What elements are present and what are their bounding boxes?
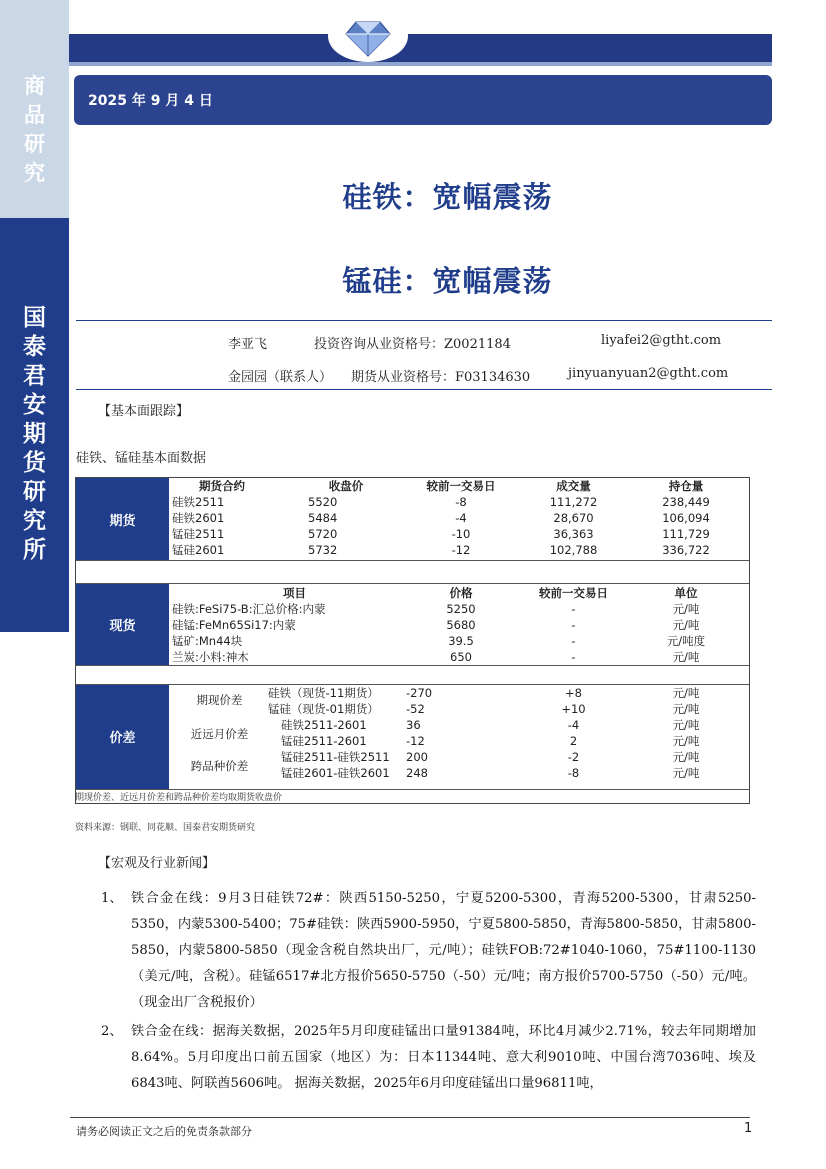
sidebar-char: 究	[23, 508, 46, 534]
author-email[interactable]: liyafei2@gtht.com	[601, 333, 722, 348]
spread-cell: -8	[567, 766, 580, 780]
spot-cell: 650	[450, 650, 472, 664]
footer-divider	[70, 1117, 750, 1118]
author-name: 李亚飞	[228, 337, 268, 352]
spread-cell: -270	[406, 686, 433, 700]
spread-cell: 元/吨	[672, 734, 700, 748]
spot-cell: 锰矿:Mn44块	[172, 634, 243, 648]
spread-row	[76, 765, 749, 781]
spot-header-row	[76, 585, 749, 601]
spread-cell: 元/吨	[672, 766, 700, 780]
sidebar-top-label	[0, 72, 69, 188]
news-text: 铁合金在线：据海关数据，2025年5月印度硅锰出口量91384吨，环比4月减少2.71%，较去年同期增加8.64%。5月印度出口前五国家（地区）为：日本11344吨、意大利9010吨、中国台湾7036吨、埃及6843吨、阿联酋5606吨。 据海关数据，2025年6月印度硅锰出口量96811吨，	[131, 1024, 756, 1091]
group-label-futures: 期货	[76, 478, 169, 560]
spread-cell: 248	[406, 766, 428, 780]
sidebar-char: 期	[23, 421, 46, 447]
table-note: 期现价差、近远月价差和跨品种价差均取期货收盘价	[75, 793, 283, 803]
futures-header-row	[76, 478, 749, 494]
spread-cell: 元/吨	[672, 702, 700, 716]
futures-row	[76, 526, 749, 542]
futures-cell: 5732	[308, 543, 338, 557]
spread-cell: 硅铁2511-2601	[281, 718, 367, 732]
header-band	[69, 34, 772, 62]
fundamentals-table	[75, 477, 750, 804]
spot-header-cell: 项目	[283, 586, 306, 600]
futures-cell: 5720	[308, 527, 338, 541]
futures-cell: 102,788	[549, 543, 598, 557]
author-row-2	[74, 366, 746, 386]
page-number: 1	[744, 1121, 753, 1136]
report-date: 2025 年 9 月 4 日	[88, 93, 213, 109]
author-name: 金园园（联系人）	[228, 370, 333, 385]
sidebar-char: 所	[23, 537, 46, 563]
author-qualification: 投资咨询从业资格号：Z0021184	[314, 337, 511, 352]
futures-row	[76, 510, 749, 526]
report-title-silicomanganese: 锰硅：宽幅震荡	[342, 264, 553, 298]
spot-cell: -	[571, 602, 576, 616]
news-text: 铁合金在线：9月3日硅铁72#：陕西5150-5250，宁夏5200-5300，青海5200-5300，甘肃5250-5350，内蒙5300-5400；75#硅铁：陕西5900-5950，宁夏5800-5850，青海5800-5850，甘肃5800-5850，内蒙5800-5850（现金含税自然块出厂，元/吨）；硅铁FOB:72#1040-1060，75#1100-1130（美元/吨，含税）。硅锰6517#北方报价5650-5750（-50）元/吨；南方报价5700-5750（-50）元/吨。（现金出厂含税报价）	[131, 891, 756, 1010]
sidebar-char: 安	[23, 392, 46, 418]
futures-cell: 111,729	[662, 527, 710, 541]
group-label-spot: 现货	[76, 583, 169, 665]
author-row-1	[74, 333, 746, 353]
spread-cell: -12	[406, 734, 425, 748]
sidebar-char: 研	[23, 479, 46, 505]
spread-subgroup-label: 期现价差	[196, 693, 243, 707]
sidebar-char: 君	[23, 363, 46, 389]
futures-cell: 36,363	[553, 527, 594, 541]
futures-cell: 5520	[308, 495, 338, 509]
report-title-ferrosilicon: 硅铁：宽幅震荡	[342, 180, 553, 214]
spot-header-cell: 单位	[674, 586, 698, 600]
futures-cell: -10	[451, 527, 471, 541]
table-divider	[76, 665, 749, 666]
spread-row	[76, 685, 749, 701]
table-divider	[76, 684, 749, 685]
spread-cell: 元/吨	[672, 718, 700, 732]
futures-cell: -12	[451, 543, 471, 557]
sidebar-char: 国	[23, 305, 46, 331]
spread-cell: 200	[406, 750, 428, 764]
sidebar-char: 商	[24, 74, 45, 98]
spot-row	[76, 649, 749, 665]
table-title: 硅铁、锰硅基本面数据	[76, 451, 207, 466]
author-bottom-divider	[76, 389, 772, 390]
author-qualification: 期货从业资格号：F03134630	[351, 370, 531, 385]
sidebar-char: 泰	[23, 334, 46, 360]
sidebar-char: 品	[24, 103, 45, 127]
section-fundamentals-heading: 【基本面跟踪】	[98, 404, 190, 419]
sidebar-char: 货	[23, 450, 46, 476]
spread-cell: +8	[565, 686, 582, 700]
futures-cell: -8	[455, 495, 467, 509]
spot-cell: 5680	[446, 618, 476, 632]
date-banner	[74, 75, 772, 125]
futures-cell: 硅铁2511	[172, 495, 225, 509]
group-label-spread: 价差	[76, 684, 169, 789]
spot-cell: -	[571, 618, 576, 632]
spot-cell: 兰炭:小料:神木	[172, 650, 249, 664]
spot-cell: 元/吨	[672, 650, 700, 664]
spread-cell: 元/吨	[672, 686, 700, 700]
author-top-divider	[76, 320, 772, 321]
spot-row	[76, 601, 749, 617]
spread-cell: 锰硅2601-硅铁2601	[281, 766, 390, 780]
futures-header-cell: 收盘价	[328, 479, 364, 493]
news-item	[101, 886, 756, 1016]
spread-cell: 锰硅2511-2601	[281, 734, 367, 748]
spread-row	[76, 733, 749, 749]
spread-subgroup-label: 近远月价差	[190, 727, 249, 741]
table-divider	[76, 560, 749, 561]
spread-cell: -4	[567, 718, 580, 732]
spot-cell: 元/吨	[672, 618, 700, 632]
spot-row	[76, 633, 749, 649]
spot-cell: -	[571, 634, 576, 648]
footer-disclaimer: 请务必阅读正文之后的免责条款部分	[76, 1125, 252, 1138]
spot-cell: -	[571, 650, 576, 664]
sidebar-char: 究	[24, 161, 45, 185]
sidebar-bottom-label	[0, 304, 69, 565]
spread-row	[76, 749, 749, 765]
table-divider	[76, 583, 749, 584]
spread-cell: -52	[406, 702, 425, 716]
futures-row	[76, 494, 749, 510]
spot-cell: 元/吨度	[666, 634, 706, 648]
futures-cell: 336,722	[662, 543, 710, 557]
spread-cell: 36	[406, 718, 421, 732]
diamond-logo-icon	[318, 4, 418, 64]
spread-cell: 2	[569, 734, 578, 748]
data-source: 资料来源：钢联、同花顺、国泰君安期货研究	[75, 823, 256, 833]
spot-cell: 元/吨	[672, 602, 700, 616]
futures-cell: 硅铁2601	[172, 511, 225, 525]
spot-cell: 39.5	[448, 634, 474, 648]
sidebar-char: 研	[24, 132, 45, 156]
spot-cell: 硅铁:FeSi75-B:汇总价格:内蒙	[172, 602, 326, 616]
spread-cell: 元/吨	[672, 750, 700, 764]
spread-cell: -2	[567, 750, 580, 764]
spread-cell: 锰硅2511-硅铁2511	[281, 750, 390, 764]
futures-cell: 锰硅2601	[172, 543, 225, 557]
futures-header-cell: 持仓量	[668, 479, 704, 493]
spot-cell: 5250	[446, 602, 476, 616]
author-email[interactable]: jinyuanyuan2@gtht.com	[568, 366, 729, 381]
spot-header-cell: 较前一交易日	[539, 586, 608, 600]
spot-header-cell: 价格	[449, 586, 473, 600]
spread-subgroup-label: 跨品种价差	[190, 759, 249, 773]
futures-cell: 锰硅2511	[172, 527, 225, 541]
spread-row	[76, 701, 749, 717]
spread-cell: 锰硅（现货-01期货）	[268, 702, 379, 716]
section-news-heading: 【宏观及行业新闻】	[98, 856, 216, 871]
futures-cell: -4	[455, 511, 467, 525]
futures-row	[76, 542, 749, 558]
futures-cell: 111,272	[549, 495, 598, 509]
news-number: 1、	[101, 891, 123, 906]
news-item	[101, 1019, 756, 1097]
futures-cell: 5484	[308, 511, 338, 525]
futures-cell: 28,670	[553, 511, 594, 525]
spread-row	[76, 717, 749, 733]
spot-row	[76, 617, 749, 633]
news-number: 2、	[101, 1024, 123, 1039]
spot-cell: 硅锰:FeMn65Si17:内蒙	[172, 618, 296, 632]
futures-cell: 106,094	[662, 511, 710, 525]
futures-header-cell: 较前一交易日	[426, 479, 496, 493]
futures-header-cell: 期货合约	[199, 479, 245, 493]
futures-header-cell: 成交量	[556, 479, 591, 493]
header-stripe	[69, 62, 772, 66]
sidebar-top-panel	[0, 0, 69, 218]
futures-cell: 238,449	[662, 495, 710, 509]
spread-cell: 硅铁（现货-11期货）	[268, 686, 379, 700]
spread-cell: +10	[561, 702, 586, 716]
sidebar-bottom-panel	[0, 218, 69, 632]
